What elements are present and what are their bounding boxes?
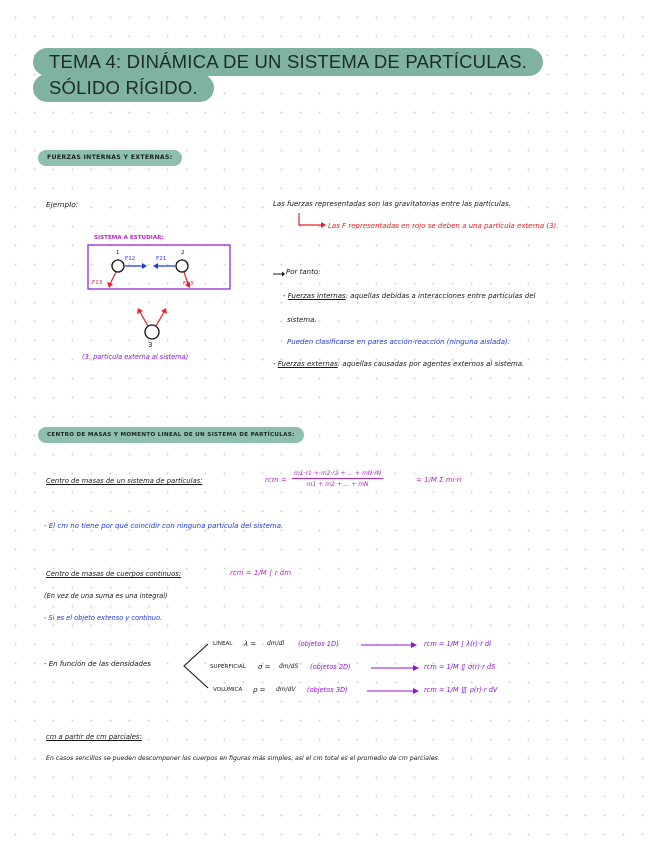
por-tanto-arrow — [272, 270, 286, 278]
internas-note: Pueden clasificarse en pares acción-reacción (ninguna aislada). — [287, 338, 510, 346]
density-arrow-superficial — [370, 664, 420, 672]
density-arrow-lineal — [360, 641, 418, 649]
note-red-arrow — [297, 213, 327, 229]
particle-3 — [145, 325, 159, 339]
density-result-superficial: rcm = 1/M ∬ σ(r)·r dS — [424, 663, 496, 671]
cm-denominator: m1 + m2 + ... + mN — [306, 481, 369, 488]
diagram-caption: (3: partícula externa al sistema) — [82, 353, 189, 361]
title-line1: TEMA 4: DINÁMICA DE UN SISTEMA DE PARTÍCULAS. — [49, 51, 528, 72]
forces-diagram — [80, 230, 240, 370]
title-banner-line1 — [33, 48, 543, 76]
section1-heading: FUERZAS INTERNAS Y EXTERNAS: — [38, 150, 182, 166]
arrow-f32 — [156, 312, 164, 326]
cm-lhs: rcm = — [265, 476, 287, 484]
label-f23: F23 — [183, 281, 194, 287]
title-line2: SÓLIDO RÍGIDO. — [49, 77, 198, 98]
arrow-f21-head — [153, 263, 158, 269]
internas-def: : aquellas debidas a interacciones entre partículas del — [345, 292, 536, 300]
density-sym-volumica: ρ = — [253, 686, 266, 694]
cm-note: - El cm no tiene por qué coincidir con ninguna partícula del sistema. — [44, 522, 284, 530]
density-expr-superficial: dm/dS — [279, 663, 299, 670]
note-gravitational: Las fuerzas representadas son las gravitatorias entre las partículas. — [273, 200, 511, 208]
externas-def: : aquellas causadas por agentes externos al sistema. — [337, 360, 525, 368]
density-name-superficial: SUPERFICIAL — [210, 664, 246, 670]
density-expr-lineal: dm/dl — [267, 640, 285, 647]
partial-text: En casos sencillos se pueden descomponer los cuerpos en figuras más simples, así el cm total es el promedio de cm parciales. — [46, 755, 440, 762]
cont-formula: rcm = 1/M ∫ r dm — [230, 569, 292, 577]
arrow-f13 — [110, 272, 116, 284]
por-tanto: Por tanto: — [286, 268, 321, 276]
density-obj-superficial: (objetos 2D) — [310, 663, 351, 671]
label-p3: 3 — [148, 341, 153, 349]
particle-2 — [176, 260, 188, 272]
density-expr-volumica: dm/dV — [276, 686, 296, 693]
partial-label: cm a partir de cm parciales: — [46, 733, 142, 741]
externas-line: - Fuerzas externas: aquellas causadas por agentes externos al sistema. — [273, 360, 525, 368]
label-p2: 2 — [181, 250, 185, 256]
density-sym-lineal: λ = — [244, 640, 257, 648]
cont-label: Centro de masas de cuerpos continuos: — [46, 570, 182, 578]
note-red: Las F representadas en rojo se deben a una partícula externa (3). — [328, 222, 559, 230]
example-label: Ejemplo: — [46, 200, 79, 209]
label-p1: 1 — [116, 250, 120, 256]
cm-numerator: m1·r1 + m2·r2 + ... + mN·rN — [294, 470, 382, 477]
externas-term: Fuerzas externas — [277, 360, 338, 368]
density-result-lineal: rcm = 1/M ∫ λ(r)·r dl — [424, 640, 491, 648]
density-arrow-volumica — [366, 687, 420, 695]
cont-note1: (En vez de una suma es una integral) — [44, 592, 168, 600]
densidades-brace — [180, 640, 210, 692]
internas-def2: sistema. — [287, 316, 317, 324]
cm-label: Centro de masas de un sistema de partículas: — [46, 477, 203, 485]
section2-heading: CENTRO DE MASAS Y MOMENTO LINEAL DE UN SISTEMA DE PARTÍCULAS: — [38, 427, 304, 443]
arrow-f31 — [140, 312, 148, 326]
label-f21: F21 — [156, 256, 167, 262]
internas-line: - Fuerzas internas: aquellas debidas a interacciones entre partículas del — [283, 292, 536, 300]
label-f12: F12 — [125, 256, 136, 262]
particle-1 — [112, 260, 124, 272]
densidades-label: - En función de las densidades — [44, 660, 151, 668]
density-name-lineal: LINEAL — [213, 641, 233, 647]
label-f13: F13 — [92, 280, 103, 286]
density-obj-volumica: (objetos 3D) — [307, 686, 348, 694]
density-obj-lineal: (objetos 1D) — [298, 640, 339, 648]
system-box — [88, 245, 230, 289]
title-banner-line2 — [33, 74, 214, 102]
cont-note2: - Si es el objeto extenso y continuo. — [44, 614, 163, 622]
internas-term: Fuerzas internas — [287, 292, 346, 300]
box-label: SISTEMA A ESTUDIAR: — [94, 235, 164, 241]
cm-fraction — [292, 470, 383, 488]
density-name-volumica: VOLÚMICA — [213, 687, 243, 693]
cm-rhs: = 1/M Σ mi·ri — [416, 476, 462, 484]
arrow-f12-head — [142, 263, 147, 269]
density-sym-superficial: σ = — [258, 663, 271, 671]
density-result-volumica: rcm = 1/M ∭ ρ(r)·r dV — [424, 686, 498, 694]
